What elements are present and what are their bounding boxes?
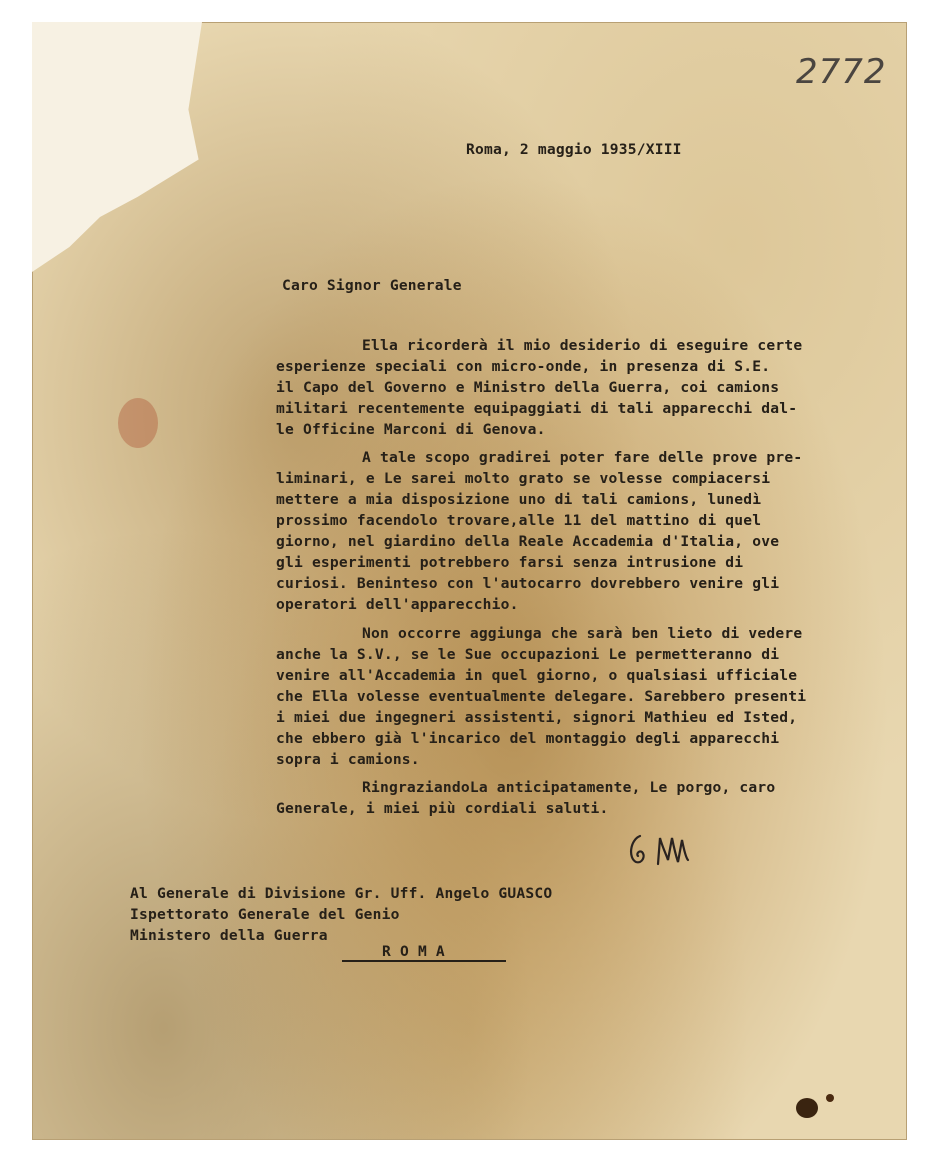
red-stain bbox=[118, 398, 158, 448]
body-line: liminari, e Le sarei molto grato se volesse compiacersi bbox=[276, 470, 771, 487]
body-line: A tale scopo gradirei poter fare delle prove pre- bbox=[362, 449, 803, 466]
body-line: RingraziandoLa anticipatamente, Le porgo, caro bbox=[362, 779, 776, 796]
body-line: che ebbero già l'incarico del montaggio degli apparecchi bbox=[276, 730, 780, 747]
body-line: mettere a mia disposizione uno di tali camions, lunedì bbox=[276, 491, 762, 508]
body-line: gli esperimenti potrebbero farsi senza intrusione di bbox=[276, 554, 744, 571]
body-line: militari recentemente equipaggiati di tali apparecchi dal- bbox=[276, 400, 798, 417]
body-line: esperienze speciali con micro-onde, in presenza di S.E. bbox=[276, 358, 771, 375]
address-line: Ministero della Guerra bbox=[130, 927, 328, 944]
city-underline bbox=[342, 960, 506, 962]
body-line: il Capo del Governo e Ministro della Guerra, coi camions bbox=[276, 379, 780, 396]
body-line: giorno, nel giardino della Reale Accademia d'Italia, ove bbox=[276, 533, 780, 550]
body-line: curiosi. Beninteso con l'autocarro dovrebbero venire gli bbox=[276, 575, 780, 592]
body-line: venire all'Accademia in quel giorno, o qualsiasi ufficiale bbox=[276, 667, 798, 684]
body-line: Generale, i miei più cordiali saluti. bbox=[276, 800, 609, 817]
body-line: prossimo facendolo trovare,alle 11 del mattino di quel bbox=[276, 512, 762, 529]
body-line: Ella ricorderà il mio desiderio di eseguire certe bbox=[362, 337, 803, 354]
body-line: Non occorre aggiunga che sarà ben lieto di vedere bbox=[362, 625, 803, 642]
body-line: che Ella volesse eventualmente delegare. Sarebbero presenti bbox=[276, 688, 807, 705]
ink-stain bbox=[796, 1098, 818, 1118]
address-line: Al Generale di Divisione Gr. Uff. Angelo GUASCO bbox=[130, 885, 553, 902]
body-line: anche la S.V., se le Sue occupazioni Le permetteranno di bbox=[276, 646, 780, 663]
signature-initials bbox=[622, 830, 698, 874]
ink-stain bbox=[826, 1094, 834, 1102]
body-line: sopra i camions. bbox=[276, 751, 420, 768]
body-line: operatori dell'apparecchio. bbox=[276, 596, 519, 613]
archive-number: 2772 bbox=[796, 52, 887, 92]
body-line: i miei due ingegneri assistenti, signori Mathieu ed Isted, bbox=[276, 709, 798, 726]
body-line: le Officine Marconi di Genova. bbox=[276, 421, 546, 438]
address-line: Ispettorato Generale del Genio bbox=[130, 906, 400, 923]
date-line: Roma, 2 maggio 1935/XIII bbox=[466, 141, 682, 158]
city-line: R O M A bbox=[382, 943, 445, 960]
salutation: Caro Signor Generale bbox=[282, 277, 462, 294]
